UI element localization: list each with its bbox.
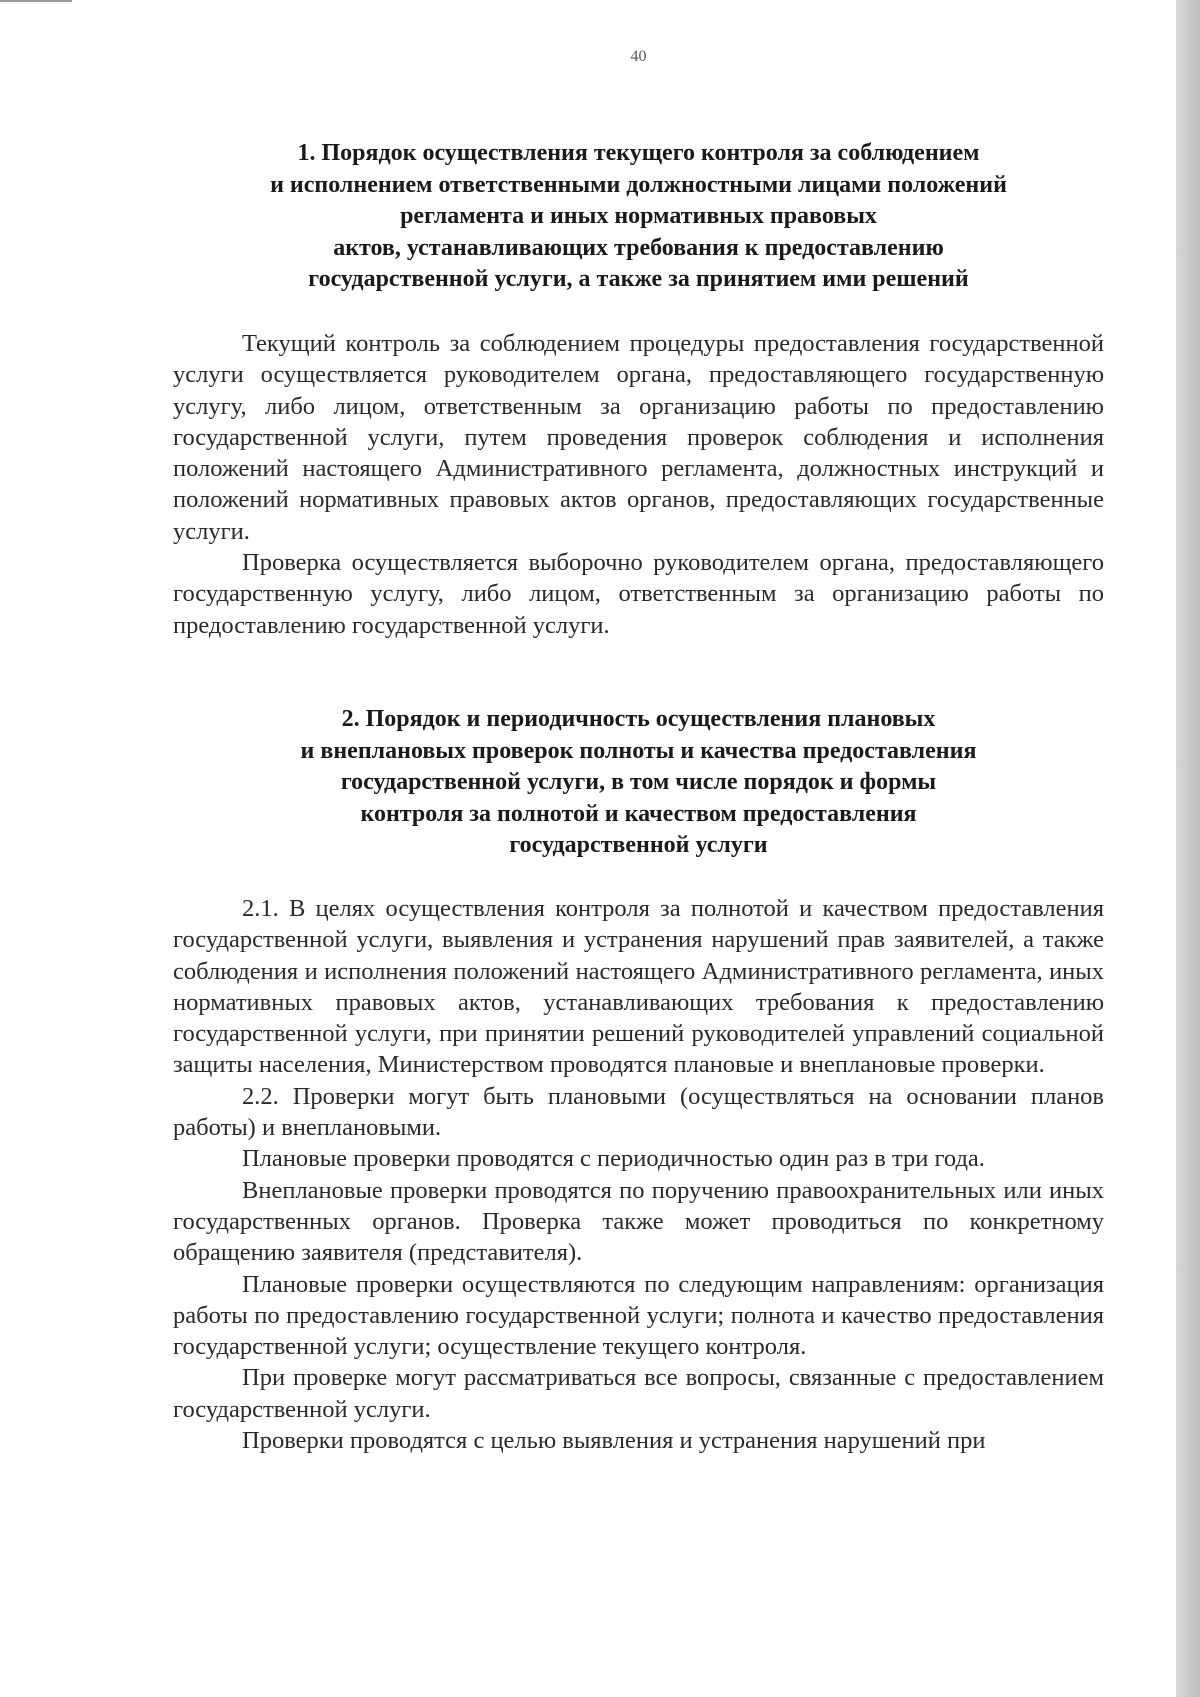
scan-edge-strip <box>1176 0 1200 1697</box>
paragraph: При проверке могут рассматриваться все вопросы, связанные с предоставлением государственной услуги. <box>173 1364 1104 1423</box>
section-2-title <box>173 704 1104 862</box>
page-number: 40 <box>630 48 647 65</box>
section-1-title <box>173 138 1104 296</box>
section-1-title-line: государственной услуги, а также за принятием ими решений <box>308 266 969 292</box>
section-2-title-line: и внеплановых проверок полноты и качества предоставления <box>300 737 977 764</box>
paragraph: 2.1. В целях осуществления контроля за полнотой и качеством предоставления государственной услуги, выявления и устранения нарушений прав заявителей, а также соблюдения и исполнения положений настоящего Административного регламента, иных нормативных правовых актов, устанавливающих требования к предоставлению государственной услуги, при принятии решений руководителей управлений социальной защиты населения, Министерством проводятся плановые и внеплановые проверки. <box>173 895 1104 1079</box>
section-1-body <box>173 328 1104 641</box>
paragraph: 2.2. Проверки могут быть плановыми (осуществляться на основании планов работы) и внеплановыми. <box>173 1082 1104 1142</box>
paragraph: Текущий контроль за соблюдением процедуры предоставления государственной услуги осуществляется руководителем органа, предоставляющего государственную услугу, либо лицом, ответственным за организацию работы по предоставлению государственной услуги, путем проведения проверок соблюдения и исполнения положений настоящего Административного регламента, должностных инструкций и положений нормативных правовых актов органов, предоставляющих государственные услуги. <box>173 330 1104 545</box>
paragraph: Проверки проводятся с целью выявления и устранения нарушений при <box>242 1427 986 1455</box>
section-1-title-line: регламента и иных нормативных правовых <box>400 203 877 229</box>
scan-corner-mark <box>0 0 72 2</box>
section-2-title-line: 2. Порядок и периодичность осуществления плановых <box>341 706 936 732</box>
section-1-title-line: 1. Порядок осуществления текущего контроля за соблюдением <box>297 140 980 166</box>
section-1-title-line: и исполнением ответственными должностными лицами положений <box>270 171 1007 198</box>
paragraph: Плановые проверки осуществляются по следующим направлениям: организация работы по предоставлению государственной услуги; полнота и качество предоставления государственной услуги; осуществление текущего контроля. <box>173 1270 1104 1361</box>
section-2-body <box>173 893 1104 1456</box>
paragraph: Плановые проверки проводятся с периодичностью один раз в три года. <box>242 1145 985 1173</box>
paragraph: Проверка осуществляется выборочно руководителем органа, предоставляющего государственную услугу, либо лицом, ответственным за организацию работы по предоставлению государственной услуги. <box>173 549 1104 639</box>
section-1-title-line: актов, устанавливающих требования к предоставлению <box>333 234 944 261</box>
section-2-title-line: государственной услуги <box>509 832 768 858</box>
section-2-title-line: контроля за полнотой и качеством предоставления <box>360 800 917 827</box>
paragraph: Внеплановые проверки проводятся по поручению правоохранительных или иных государственных органов. Проверка также может проводиться по конкретному обращению заявителя (представителя). <box>173 1176 1104 1267</box>
section-2-title-line: государственной услуги, в том числе порядок и формы <box>340 769 937 795</box>
